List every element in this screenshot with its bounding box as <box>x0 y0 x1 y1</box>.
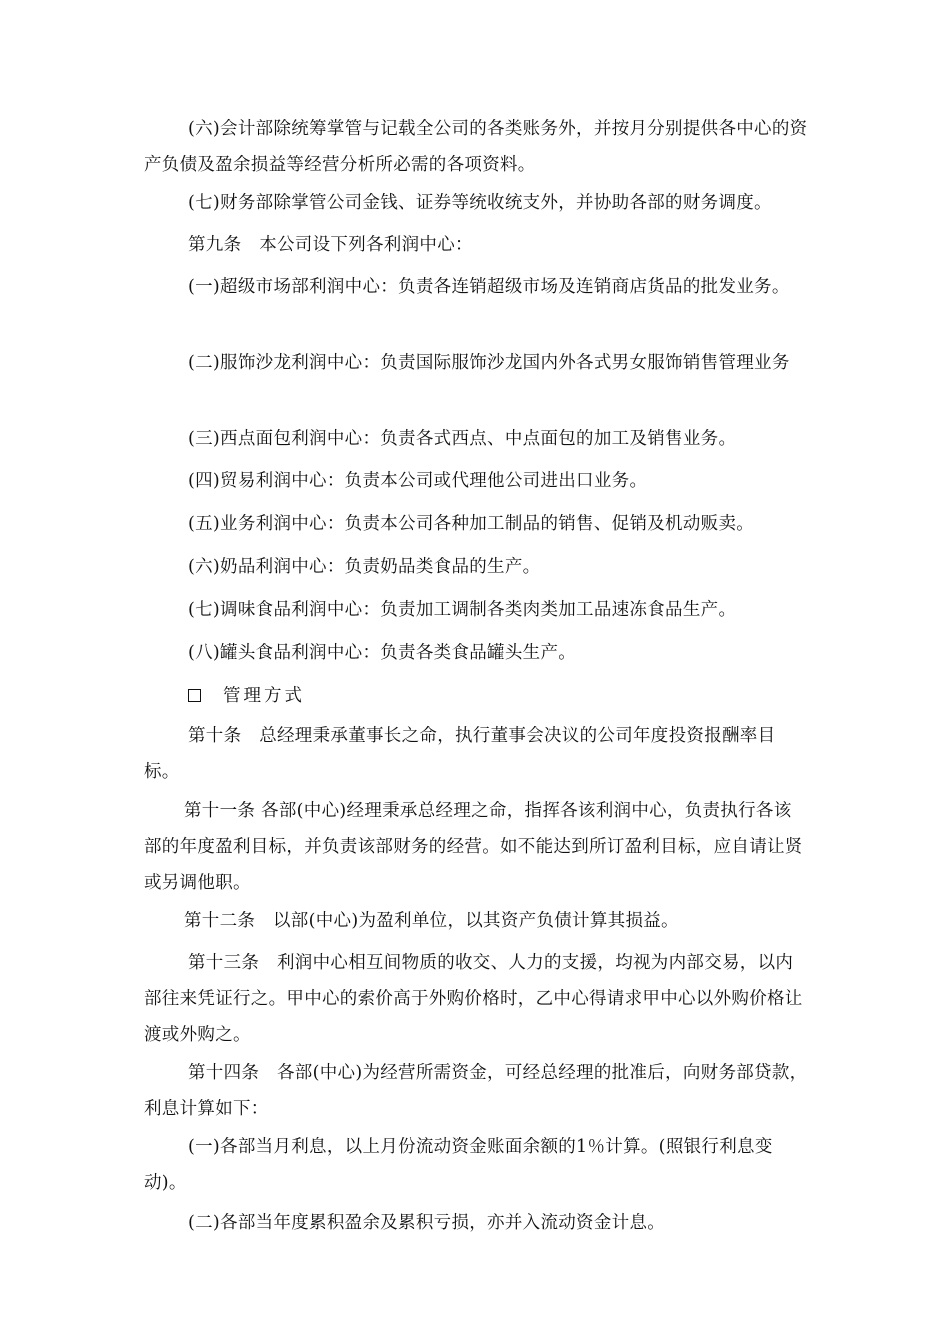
article-10: 第十条 总经理秉承董事长之命，执行董事会决议的公司年度投资报酬率目标。 <box>144 726 776 782</box>
profit-center-3: (三)西点面包利润中心：负责各式西点、中点面包的加工及销售业务。 <box>188 429 737 449</box>
section-heading-text: 管理方式 <box>223 686 305 706</box>
article-14-item-1: (一)各部当月利息，以上月份流动资金账面余额的1％计算。(照银行利息变动)。 <box>144 1137 773 1193</box>
profit-center-7: (七)调味食品利润中心：负责加工调制各类肉类加工品速冻食品生产。 <box>188 600 737 620</box>
article-14: 第十四条 各部(中心)为经营所需资金，可经总经理的批准后，向财务部贷款，利息计算如下： <box>144 1063 808 1119</box>
profit-center-4: (四)贸易利润中心：负责本公司或代理他公司进出口业务。 <box>188 471 648 491</box>
profit-center-5: (五)业务利润中心：负责本公司各种加工制品的销售、促销及机动贩卖。 <box>188 514 755 534</box>
article-12: 第十二条 以部(中心)为盈利单位，以其资产负债计算其损益。 <box>184 911 679 931</box>
profit-center-2: (二)服饰沙龙利润中心：负责国际服饰沙龙国内外各式男女服饰销售管理业务 <box>188 353 790 373</box>
article-9: 第九条 本公司设下列各利润中心： <box>188 235 473 255</box>
paragraph-accounting-dept: (六)会计部除统筹掌管与记载全公司的各类账务外，并按月分别提供各中心的资产负债及盈余损益等经营分析所必需的各项资料。 <box>144 119 808 175</box>
article-11: 第十一条 各部(中心)经理秉承总经理之命，指挥各该利润中心，负责执行各该部的年度盈利目标，并负责该部财务的经营。如不能达到所订盈利目标，应自请让贤或另调他职。 <box>144 801 803 893</box>
profit-center-8: (八)罐头食品利润中心：负责各类食品罐头生产。 <box>188 643 577 663</box>
article-13: 第十三条 利润中心相互间物质的收交、人力的支援，均视为内部交易，以内部往来凭证行之。甲中心的索价高于外购价格时，乙中心得请求甲中心以外购价格让渡或外购之。 <box>144 953 803 1045</box>
checkbox-outline-icon <box>188 689 201 702</box>
section-heading <box>188 678 305 714</box>
profit-center-6: (六)奶品利润中心：负责奶品类食品的生产。 <box>188 557 541 577</box>
article-14-item-2: (二)各部当年度累积盈余及累积亏损，亦并入流动资金计息。 <box>188 1213 666 1233</box>
paragraph-finance-dept: (七)财务部除掌管公司金钱、证券等统收统支外，并协助各部的财务调度。 <box>188 193 772 213</box>
profit-center-1: (一)超级市场部利润中心：负责各连销超级市场及连销商店货品的批发业务。 <box>188 277 790 297</box>
